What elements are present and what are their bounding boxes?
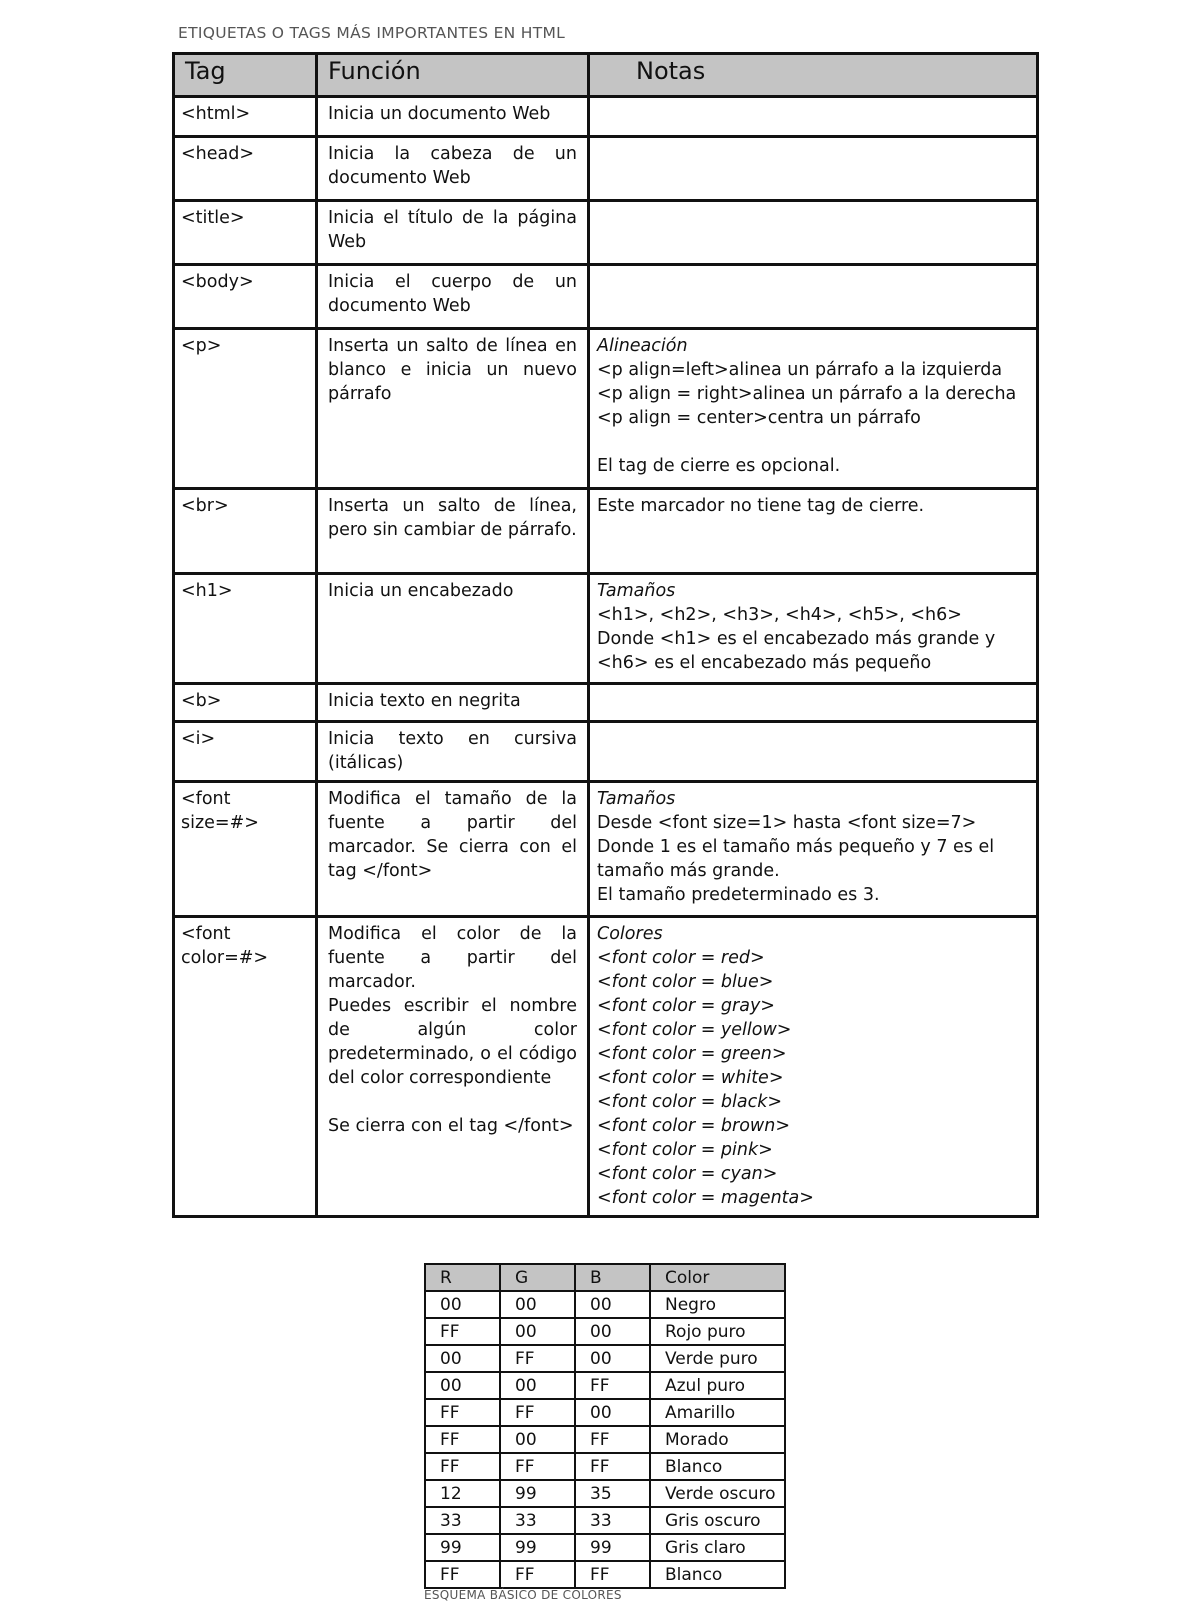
tag-cell: <p> xyxy=(174,329,317,489)
notes-cell xyxy=(589,329,1038,489)
function-cell xyxy=(317,917,589,1217)
function-cell: Modifica el tamaño de la fuente a partir del marcador. Se cierra con el tag </font> xyxy=(317,782,589,917)
notes-heading: Tamaños xyxy=(597,789,676,809)
rgb-header-cell: G xyxy=(500,1264,575,1291)
rgb-cell: FF xyxy=(575,1372,650,1399)
rgb-cell: FF xyxy=(575,1426,650,1453)
rgb-row xyxy=(425,1534,785,1561)
notes-cell xyxy=(589,722,1038,782)
function-cell: Inserta un salto de línea, pero sin cambiar de párrafo. xyxy=(317,489,589,574)
notes-cell xyxy=(589,684,1038,722)
rgb-cell: 99 xyxy=(500,1534,575,1561)
notes-line: Donde 1 es el tamaño más pequeño y 7 es el tamaño más grande. xyxy=(597,837,995,881)
notes-line: <h1>, <h2>, <h3>, <h4>, <h5>, <h6> xyxy=(597,605,962,625)
notes-cell xyxy=(589,201,1038,265)
rgb-cell: FF xyxy=(575,1561,650,1588)
rgb-cell: 00 xyxy=(425,1372,500,1399)
rgb-cell: FF xyxy=(425,1399,500,1426)
rgb-cell: Amarillo xyxy=(650,1399,785,1426)
notes-line xyxy=(597,430,1029,454)
rgb-cell: 99 xyxy=(425,1534,500,1561)
color-example-line: <font color = red> xyxy=(597,948,765,968)
rgb-row xyxy=(425,1318,785,1345)
header-tag: Tag xyxy=(174,54,317,97)
function-cell: Inicia un encabezado xyxy=(317,574,589,684)
table-header-row xyxy=(174,54,1038,97)
rgb-cell: 00 xyxy=(500,1291,575,1318)
notes-heading: Alineación xyxy=(597,336,688,356)
notes-heading: Tamaños xyxy=(597,581,676,601)
notes-cell xyxy=(589,97,1038,137)
rgb-cell: Verde puro xyxy=(650,1345,785,1372)
function-line xyxy=(328,1090,577,1114)
notes-line: El tamaño predeterminado es 3. xyxy=(597,885,880,905)
function-cell: Inicia el título de la página Web xyxy=(317,201,589,265)
tag-cell: <title> xyxy=(174,201,317,265)
notes-line: El tag de cierre es opcional. xyxy=(597,456,841,476)
rgb-cell: Gris oscuro xyxy=(650,1507,785,1534)
rgb-cell: Azul puro xyxy=(650,1372,785,1399)
table-row xyxy=(174,97,1038,137)
rgb-row xyxy=(425,1453,785,1480)
color-example-line: <font color = cyan> xyxy=(597,1164,778,1184)
table-row xyxy=(174,917,1038,1217)
rgb-cell: 12 xyxy=(425,1480,500,1507)
rgb-cell: FF xyxy=(500,1345,575,1372)
rgb-cell: Verde oscuro xyxy=(650,1480,785,1507)
rgb-row xyxy=(425,1507,785,1534)
rgb-cell: 33 xyxy=(425,1507,500,1534)
rgb-cell: FF xyxy=(425,1426,500,1453)
table-row xyxy=(174,684,1038,722)
tag-cell: <html> xyxy=(174,97,317,137)
rgb-cell: 35 xyxy=(575,1480,650,1507)
tag-cell: <b> xyxy=(174,684,317,722)
rgb-cell: 00 xyxy=(425,1345,500,1372)
rgb-cell: 00 xyxy=(575,1291,650,1318)
table-row xyxy=(174,489,1038,574)
notes-cell xyxy=(589,137,1038,201)
function-line: Se cierra con el tag </font> xyxy=(328,1116,574,1136)
html-tags-table xyxy=(172,52,1039,1218)
rgb-cell: 99 xyxy=(500,1480,575,1507)
document-title: ETIQUETAS O TAGS MÁS IMPORTANTES EN HTML xyxy=(178,24,566,42)
rgb-row xyxy=(425,1291,785,1318)
rgb-color-table xyxy=(424,1263,786,1589)
rgb-cell: FF xyxy=(500,1453,575,1480)
rgb-cell: Morado xyxy=(650,1426,785,1453)
color-example-line: <font color = yellow> xyxy=(597,1020,792,1040)
table-row xyxy=(174,329,1038,489)
table-row xyxy=(174,137,1038,201)
table-row xyxy=(174,722,1038,782)
notes-cell xyxy=(589,574,1038,684)
rgb-cell: 33 xyxy=(575,1507,650,1534)
rgb-cell: FF xyxy=(575,1453,650,1480)
rgb-cell: Blanco xyxy=(650,1453,785,1480)
rgb-header-row xyxy=(425,1264,785,1291)
function-cell: Inicia texto en cursiva (itálicas) xyxy=(317,722,589,782)
table-row xyxy=(174,201,1038,265)
function-line: Puedes escribir el nombre de algún color predeterminado, o el código del color correspondiente xyxy=(328,996,577,1088)
rgb-row xyxy=(425,1426,785,1453)
table-row xyxy=(174,265,1038,329)
rgb-cell: 00 xyxy=(575,1399,650,1426)
table-row xyxy=(174,574,1038,684)
rgb-cell: FF xyxy=(425,1453,500,1480)
rgb-cell: FF xyxy=(500,1399,575,1426)
rgb-row xyxy=(425,1399,785,1426)
rgb-row xyxy=(425,1561,785,1588)
notes-heading: Colores xyxy=(597,924,663,944)
rgb-header-cell: Color xyxy=(650,1264,785,1291)
tag-cell: <body> xyxy=(174,265,317,329)
rgb-cell: 00 xyxy=(575,1318,650,1345)
notes-line: Desde <font size=1> hasta <font size=7> xyxy=(597,813,977,833)
color-example-line: <font color = magenta> xyxy=(597,1188,814,1208)
color-example-line: <font color = blue> xyxy=(597,972,774,992)
rgb-cell: FF xyxy=(425,1561,500,1588)
color-example-line: <font color = white> xyxy=(597,1068,784,1088)
color-example-line: <font color = brown> xyxy=(597,1116,791,1136)
color-example-line: <font color = pink> xyxy=(597,1140,773,1160)
header-notes: Notas xyxy=(589,54,1038,97)
function-line: Modifica el color de la fuente a partir del marcador. xyxy=(328,924,577,992)
rgb-header-cell: R xyxy=(425,1264,500,1291)
notes-cell xyxy=(589,782,1038,917)
rgb-row xyxy=(425,1345,785,1372)
tag-cell: <br> xyxy=(174,489,317,574)
notes-line: <p align=left>alinea un párrafo a la izquierda xyxy=(597,360,1003,380)
rgb-cell: 99 xyxy=(575,1534,650,1561)
rgb-cell: 00 xyxy=(500,1318,575,1345)
rgb-row xyxy=(425,1480,785,1507)
notes-line: <p align = center>centra un párrafo xyxy=(597,408,921,428)
color-example-line: <font color = gray> xyxy=(597,996,775,1016)
notes-cell xyxy=(589,265,1038,329)
notes-cell xyxy=(589,917,1038,1217)
rgb-cell: 33 xyxy=(500,1507,575,1534)
tag-cell: <i> xyxy=(174,722,317,782)
notes-line: Este marcador no tiene tag de cierre. xyxy=(597,496,925,516)
function-cell: Inicia un documento Web xyxy=(317,97,589,137)
table-row xyxy=(174,782,1038,917)
function-cell: Inicia texto en negrita xyxy=(317,684,589,722)
rgb-cell: Blanco xyxy=(650,1561,785,1588)
tag-cell: <font size=#> xyxy=(174,782,317,917)
function-cell: Inicia el cuerpo de un documento Web xyxy=(317,265,589,329)
rgb-cell: Negro xyxy=(650,1291,785,1318)
tag-cell: <head> xyxy=(174,137,317,201)
function-cell: Inicia la cabeza de un documento Web xyxy=(317,137,589,201)
notes-line: <p align = right>alinea un párrafo a la derecha xyxy=(597,384,1017,404)
rgb-header-cell: B xyxy=(575,1264,650,1291)
rgb-cell: Rojo puro xyxy=(650,1318,785,1345)
function-cell: Inserta un salto de línea en blanco e inicia un nuevo párrafo xyxy=(317,329,589,489)
header-function: Función xyxy=(317,54,589,97)
rgb-row xyxy=(425,1372,785,1399)
rgb-cell: Gris claro xyxy=(650,1534,785,1561)
notes-line: Donde <h1> es el encabezado más grande y <h6> es el encabezado más pequeño xyxy=(597,629,996,673)
rgb-cell: 00 xyxy=(425,1291,500,1318)
rgb-table-caption: ESQUEMA BÁSICO DE COLORES xyxy=(424,1588,622,1602)
rgb-cell: 00 xyxy=(575,1345,650,1372)
tag-cell: <h1> xyxy=(174,574,317,684)
rgb-cell: 00 xyxy=(500,1426,575,1453)
color-example-line: <font color = green> xyxy=(597,1044,787,1064)
rgb-cell: FF xyxy=(425,1318,500,1345)
rgb-cell: 00 xyxy=(500,1372,575,1399)
rgb-cell: FF xyxy=(500,1561,575,1588)
notes-cell xyxy=(589,489,1038,574)
tag-cell: <font color=#> xyxy=(174,917,317,1217)
color-example-line: <font color = black> xyxy=(597,1092,783,1112)
